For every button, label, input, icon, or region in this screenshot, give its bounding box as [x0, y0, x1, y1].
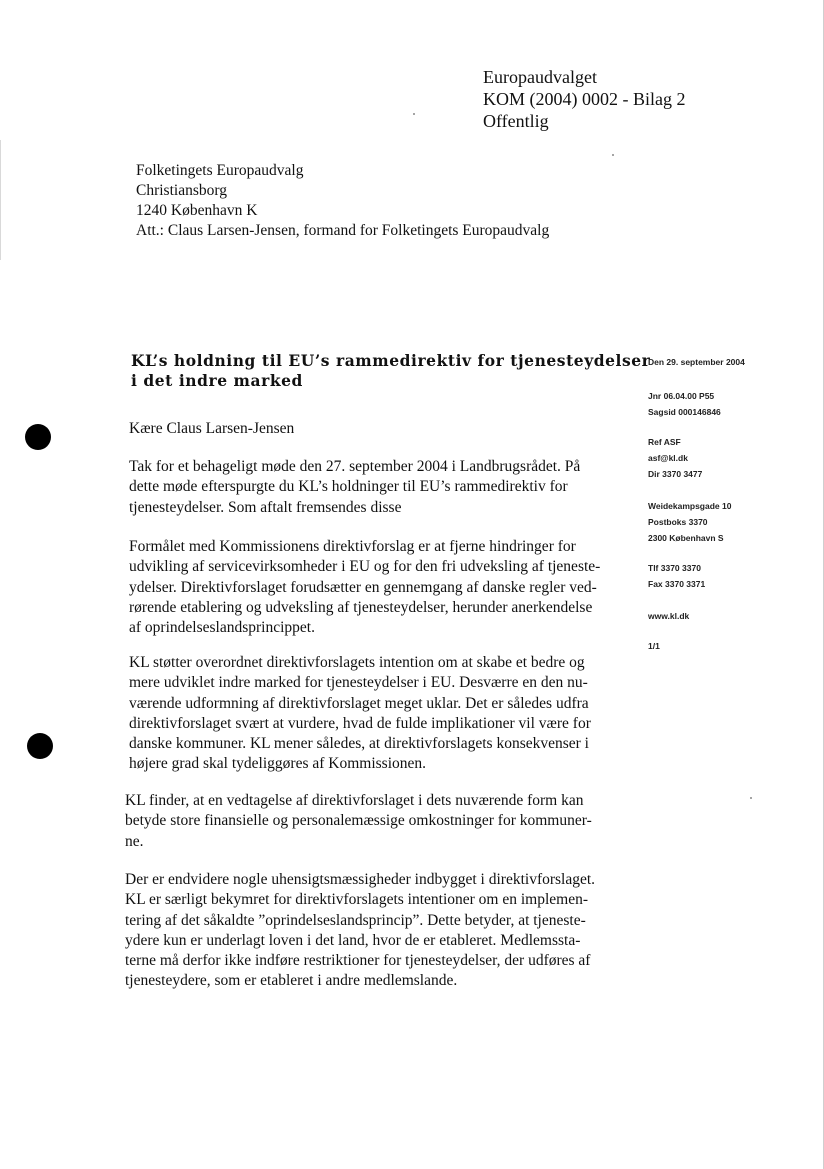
paragraph-3	[129, 653, 609, 775]
sidebar-address	[648, 498, 731, 546]
text-line: KL finder, at en vedtagelse af direktivforslaget i dets nuværende form kan	[125, 792, 584, 809]
address-line: 1240 København K	[136, 202, 258, 219]
paragraph-4	[125, 791, 605, 852]
text-line: højere grad skal tydeliggøres af Kommissionen.	[129, 755, 427, 773]
main-phone: Tlf 3370 3370	[648, 563, 701, 573]
heading-line: KL’s holdning til EU’s rammedirektiv for tjenesteydelser	[131, 351, 651, 370]
scan-speck	[612, 154, 614, 156]
text-line: danske kommuner. KL mener således, at direktivforslagets konsekvenser i	[129, 735, 589, 753]
text-line: KL støtter overordnet direktivforslagets intention om at skabe et bedre og	[129, 654, 585, 671]
address-line: Folketingets Europaudvalg	[136, 162, 304, 179]
text-line: Der er endvidere nogle uhensigtsmæssigheder indbygget i direktivforslaget.	[125, 871, 596, 888]
text-line: terne må derfor ikke indføre restriktioner for tjenesteydelser, der udføres af	[125, 952, 591, 970]
text-line: af oprindelseslandsprincippet.	[129, 619, 315, 637]
text-line: direktivforslaget svært at vurdere, hvad de fulde implikationer vil være for	[129, 714, 591, 732]
paragraph-5	[125, 870, 605, 992]
stamp-committee: Europaudvalget	[483, 67, 597, 87]
sidebar-references	[648, 388, 721, 420]
journal-number: Jnr 06.04.00 P55	[648, 391, 715, 401]
text-line: tjenesteydere, som er etableret i andre medlemslande.	[125, 972, 458, 990]
text-line: Tak for et behageligt møde den 27. september 2004 i Landbrugsrådet. På	[129, 458, 581, 475]
letter-heading	[131, 351, 651, 391]
paragraph-2	[129, 537, 609, 638]
page-edge-mark	[0, 140, 1, 260]
sidebar-date	[648, 354, 745, 370]
address-attention: Att.: Claus Larsen-Jensen, formand for Folketingets Europaudvalg	[136, 222, 550, 239]
postbox: Postboks 3370	[648, 517, 708, 527]
paragraph-1	[129, 457, 609, 518]
text-line: ydelser. Direktivforslaget forudsætter en gennemgang af danske regler ved-	[129, 578, 597, 596]
punch-hole-bottom	[27, 733, 53, 759]
reference-initials: Ref ASF	[648, 437, 681, 447]
street-address: Weidekampsgade 10	[648, 501, 732, 511]
sidebar-page-number	[648, 638, 660, 654]
punch-hole-top	[25, 424, 51, 450]
scan-speck	[413, 113, 415, 115]
contact-email: asf@kl.dk	[648, 453, 688, 463]
direct-phone: Dir 3370 3477	[648, 469, 703, 479]
sidebar-website	[648, 608, 689, 624]
stamp-document-ref: KOM (2004) 0002 - Bilag 2	[483, 89, 686, 109]
text-line: udvikling af servicevirksomheder i EU og for den fri udveksling af tjeneste-	[129, 558, 601, 576]
sidebar-phones	[648, 560, 705, 592]
stamp-status: Offentlig	[483, 111, 549, 131]
text-line: ne.	[125, 832, 144, 850]
heading-line: i det indre marked	[131, 371, 303, 390]
address-line: Christiansborg	[136, 182, 227, 199]
sidebar-contact	[648, 434, 702, 482]
letter-date: Den 29. september 2004	[648, 357, 745, 367]
text-line: mere udviklet indre marked for tjenesteydelser i EU. Desværre en den nu-	[129, 674, 588, 692]
text-line: tjenesteydelser. Som aftalt fremsendes disse	[129, 498, 402, 516]
page-number: 1/1	[648, 641, 660, 651]
postal-city: 2300 København S	[648, 533, 724, 543]
text-line: dette møde efterspurgte du KL’s holdninger til EU’s rammedirektiv for	[129, 478, 568, 496]
text-line: betyde store finansielle og personalemæssige omkostninger for kommuner-	[125, 812, 592, 830]
salutation: Kære Claus Larsen-Jensen	[129, 420, 295, 437]
text-line: KL er særligt bekymret for direktivforslagets intentioner om en implemen-	[125, 891, 589, 909]
text-line: Formålet med Kommissionens direktivforslag er at fjerne hindringer for	[129, 538, 576, 555]
scan-speck	[750, 797, 752, 799]
text-line: tering af det såkaldte ”oprindelseslandsprincip”. Dette betyder, at tjeneste-	[125, 911, 586, 929]
text-line: rørende etablering og udveksling af tjenesteydelser, herunder anerkendelse	[129, 598, 593, 616]
fax-number: Fax 3370 3371	[648, 579, 706, 589]
text-line: ydere kun er underlagt loven i det land, hvor de er etableret. Medlemssta-	[125, 931, 581, 949]
case-id: Sagsid 000146846	[648, 407, 721, 417]
website-url: www.kl.dk	[648, 611, 690, 621]
text-line: værende udformning af direktivforslaget meget uklar. Det er således udfra	[129, 694, 589, 712]
committee-stamp	[483, 66, 685, 132]
recipient-address	[136, 161, 549, 241]
